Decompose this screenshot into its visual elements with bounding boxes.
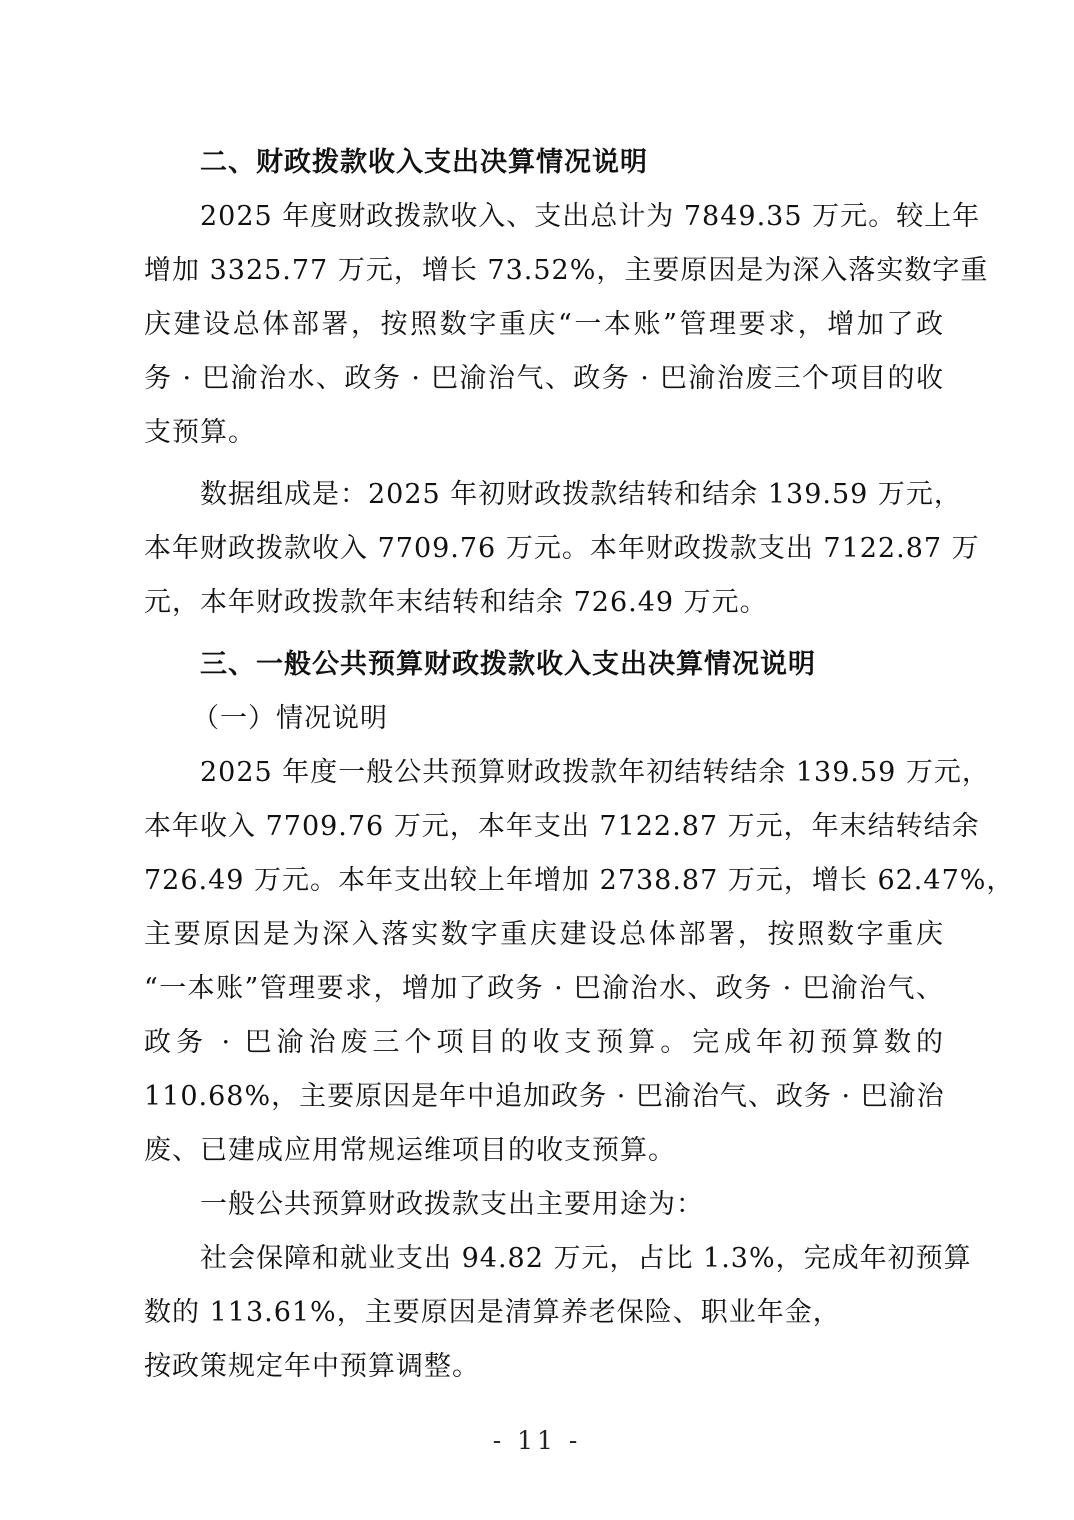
section3-para1-line1: 2025 年度一般公共预算财政拨款年初结转结余 139.59 万元， bbox=[200, 757, 990, 788]
section2-para1-line2: 增加 3325.77 万元，增长 73.52%，主要原因是为深入落实数字重 bbox=[144, 255, 989, 286]
section2-para1-line3: 庆建设总体部署，按照数字重庆“一本账”管理要求，增加了政 bbox=[144, 309, 944, 340]
section2-para1-line5: 支预算。 bbox=[144, 417, 256, 448]
section3-para1-line5: “一本账”管理要求，增加了政务 · 巴渝治水、政务 · 巴渝治气、 bbox=[144, 973, 944, 1004]
section3-subheading: （一）情况说明 bbox=[192, 703, 388, 734]
section3-para1-line7: 110.68%，主要原因是年中追加政务 · 巴渝治气、政务 · 巴渝治 bbox=[144, 1081, 945, 1112]
section3-para1-line4: 主要原因是为深入落实数字重庆建设总体部署，按照数字重庆 bbox=[144, 919, 944, 950]
page-number: - 11 - bbox=[492, 1426, 582, 1455]
section3-para3-line3: 按政策规定年中预算调整。 bbox=[144, 1351, 480, 1382]
section3-para1-line3: 726.49 万元。本年支出较上年增加 2738.87 万元，增长 62.47%， bbox=[144, 865, 1015, 896]
section2-para2-line2: 本年财政拨款收入 7709.76 万元。本年财政拨款支出 7122.87 万 bbox=[144, 533, 980, 564]
section2-para2-line3: 元，本年财政拨款年末结转和结余 726.49 万元。 bbox=[144, 587, 768, 618]
section2-para2-line1: 数据组成是：2025 年初财政拨款结转和结余 139.59 万元， bbox=[200, 479, 962, 510]
section3-para1-line8: 废、已建成应用常规运维项目的收支预算。 bbox=[144, 1135, 676, 1166]
section3-para3-line2: 数的 113.61%，主要原因是清算养老保险、职业年金， bbox=[144, 1297, 841, 1328]
section3-para3-line1: 社会保障和就业支出 94.82 万元，占比 1.3%，完成年初预算 bbox=[200, 1243, 972, 1274]
page-content bbox=[144, 136, 1015, 1394]
section3-para1-line2: 本年收入 7709.76 万元，本年支出 7122.87 万元，年末结转结余 bbox=[144, 811, 980, 842]
section2-heading: 二、财政拨款收入支出决算情况说明 bbox=[200, 147, 648, 178]
section2-para1-line4: 务 · 巴渝治水、政务 · 巴渝治气、政务 · 巴渝治废三个项目的收 bbox=[144, 363, 944, 394]
section3-heading: 三、一般公共预算财政拨款收入支出决算情况说明 bbox=[200, 649, 816, 680]
section2-para1-line1: 2025 年度财政拨款收入、支出总计为 7849.35 万元。较上年 bbox=[200, 201, 981, 232]
section3-para2-line1: 一般公共预算财政拨款支出主要用途为： bbox=[200, 1189, 704, 1220]
section3-para1-line6: 政务 · 巴渝治废三个项目的收支预算。完成年初预算数的 bbox=[144, 1027, 944, 1058]
